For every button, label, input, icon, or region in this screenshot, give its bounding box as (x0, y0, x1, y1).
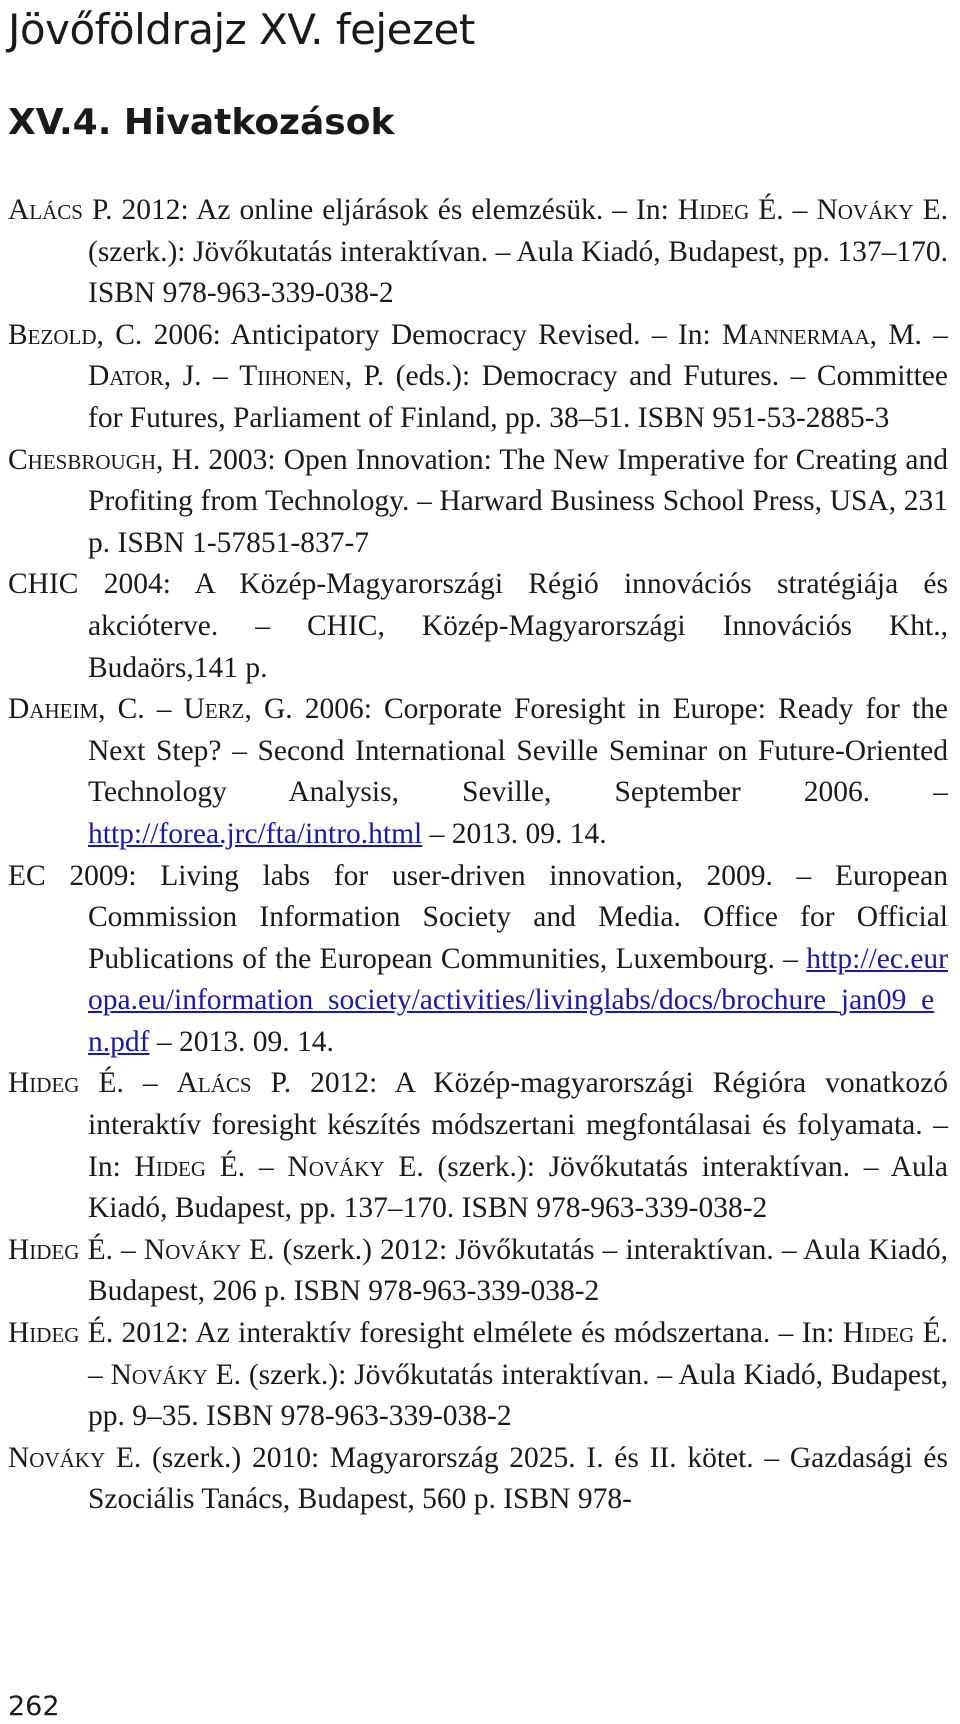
author-surname: Tiihonen (239, 360, 345, 393)
reference-text: , P. (eds.): Democracy and Futures. – Committee for Futures, Parliament of Finland, pp. 38–51. ISBN 951-53-2885-3 (88, 360, 948, 434)
author-surname: Mannermaa (722, 318, 870, 351)
reference-list (8, 190, 948, 1521)
author-surname: Nováky (143, 1233, 242, 1266)
author-surname: Nováky (8, 1441, 106, 1474)
author-surname: Alács (176, 1067, 252, 1100)
author-surname: Daheim (8, 693, 99, 726)
author-surname: Uerz (183, 693, 245, 726)
reference-text: P. 2012: Az online eljárások és elemzésük. – In: (82, 194, 678, 226)
reference-text: – 2013. 09. 14. (149, 1025, 334, 1058)
reference-text: É. 2012: Az interaktív foresight elmélete és módszertana. – In: (79, 1317, 843, 1350)
reference-link[interactable]: http://forea.jrc/fta/intro.html (88, 817, 423, 850)
author-surname: Hideg (8, 1233, 80, 1266)
author-surname: Bezold (8, 318, 97, 351)
reference-entry-chesbrough-2003 (8, 440, 948, 565)
reference-text: É. – (79, 1067, 177, 1100)
reference-entry-novaky-2010 (8, 1438, 948, 1521)
author-surname: Nováky (110, 1358, 208, 1391)
section-heading: XV.4. Hivatkozások (8, 102, 395, 143)
reference-text: , J. – (163, 360, 240, 393)
reference-text: É. – (88, 1317, 948, 1391)
reference-text: É. – (749, 194, 817, 226)
author-surname: Hideg (8, 1067, 80, 1100)
author-surname: Chesbrough (8, 443, 157, 476)
reference-text: E. (szerk.): Jövőkutatás interaktívan. – Aula Kiadó, Budapest, pp. 9–35. ISBN 978-963-339-038-2 (88, 1358, 948, 1433)
reference-text: – 2013. 09. 14. (422, 817, 607, 850)
author-surname: Alács (8, 194, 83, 226)
reference-entry-hideg-2012 (8, 1313, 948, 1438)
reference-text: É. – (206, 1150, 288, 1183)
reference-link[interactable]: http://ec.europa.eu/information_society/activities/livinglabs/docs/brochure_jan09_en.pdf (88, 942, 948, 1058)
reference-text: , H. 2003: Open Innovation: The New Imperative for Creating and Profiting from Technology. – Harward Business School Press, USA, 231 p. ISBN 1-57851-837-7 (88, 443, 948, 559)
reference-entry-hideg-novaky-2012 (8, 1230, 948, 1313)
reference-text: CHIC 2004: A Közép-Magyarországi Régió innovációs stratégiája és akcióterve. – CHIC, Közép-Magyarországi Innovációs Kht., Budaörs,141 p. (8, 568, 948, 684)
reference-text: É. – (79, 1233, 144, 1266)
reference-entry-hideg-alacs-2012 (8, 1063, 948, 1229)
author-surname: Hideg (8, 1317, 80, 1350)
reference-text: , M. – (869, 318, 948, 351)
author-surname: Nováky (287, 1150, 385, 1183)
author-surname: Hideg (134, 1150, 206, 1183)
reference-entry-chic-2004 (8, 564, 948, 689)
reference-text: , G. 2006: Corporate Foresight in Europe: Ready for the Next Step? – Second International Seville Seminar on Future-Oriented Technology Analysis, Seville, September 2006. – (88, 693, 948, 809)
reference-text: E. (szerk.) 2012: Jövőkutatás – interaktívan. – Aula Kiadó, Budapest, 206 p. ISBN 978-963-339-038-2 (88, 1233, 948, 1308)
reference-text: P. 2012: A Közép-magyarországi Régióra vonatkozó interaktív foresight készítés módszertani megfontálasai és folyamata. – In: (88, 1067, 948, 1183)
reference-text: , C. 2006: Anticipatory Democracy Revised. – In: (96, 318, 723, 351)
reference-text: E. (szerk.): Jövőkutatás interaktívan. – Aula Kiadó, Budapest, pp. 137–170. ISBN 978-963-339-038-2 (88, 194, 948, 310)
page-number: 262 (8, 1691, 60, 1722)
reference-text: E. (szerk.) 2010: Magyarország 2025. I. és II. kötet. – Gazdasági és Szociális Tanács, Budapest, 560 p. ISBN 978- (88, 1441, 948, 1516)
reference-entry-bezold-2006 (8, 315, 948, 440)
reference-text: , C. – (98, 693, 184, 726)
author-surname: Hideg (677, 194, 750, 226)
reference-entry-alacs-2012 (8, 190, 948, 315)
reference-entry-ec-2009 (8, 856, 948, 1064)
reference-text: E. (szerk.): Jövőkutatás interaktívan. – Aula Kiadó, Budapest, pp. 137–170. ISBN 978-963-339-038-2 (88, 1150, 948, 1225)
running-header: Jövőföldrajz XV. fejezet (8, 5, 475, 54)
author-surname: Hideg (842, 1317, 915, 1350)
reference-entry-daheim-2006 (8, 689, 948, 855)
reference-text: EC 2009: Living labs for user-driven innovation, 2009. – European Commission Information Society and Media. Office for Official Publications of the European Communities, Luxembourg. – (8, 859, 948, 975)
author-surname: Nováky (816, 194, 914, 226)
author-surname: Dator (88, 360, 164, 393)
